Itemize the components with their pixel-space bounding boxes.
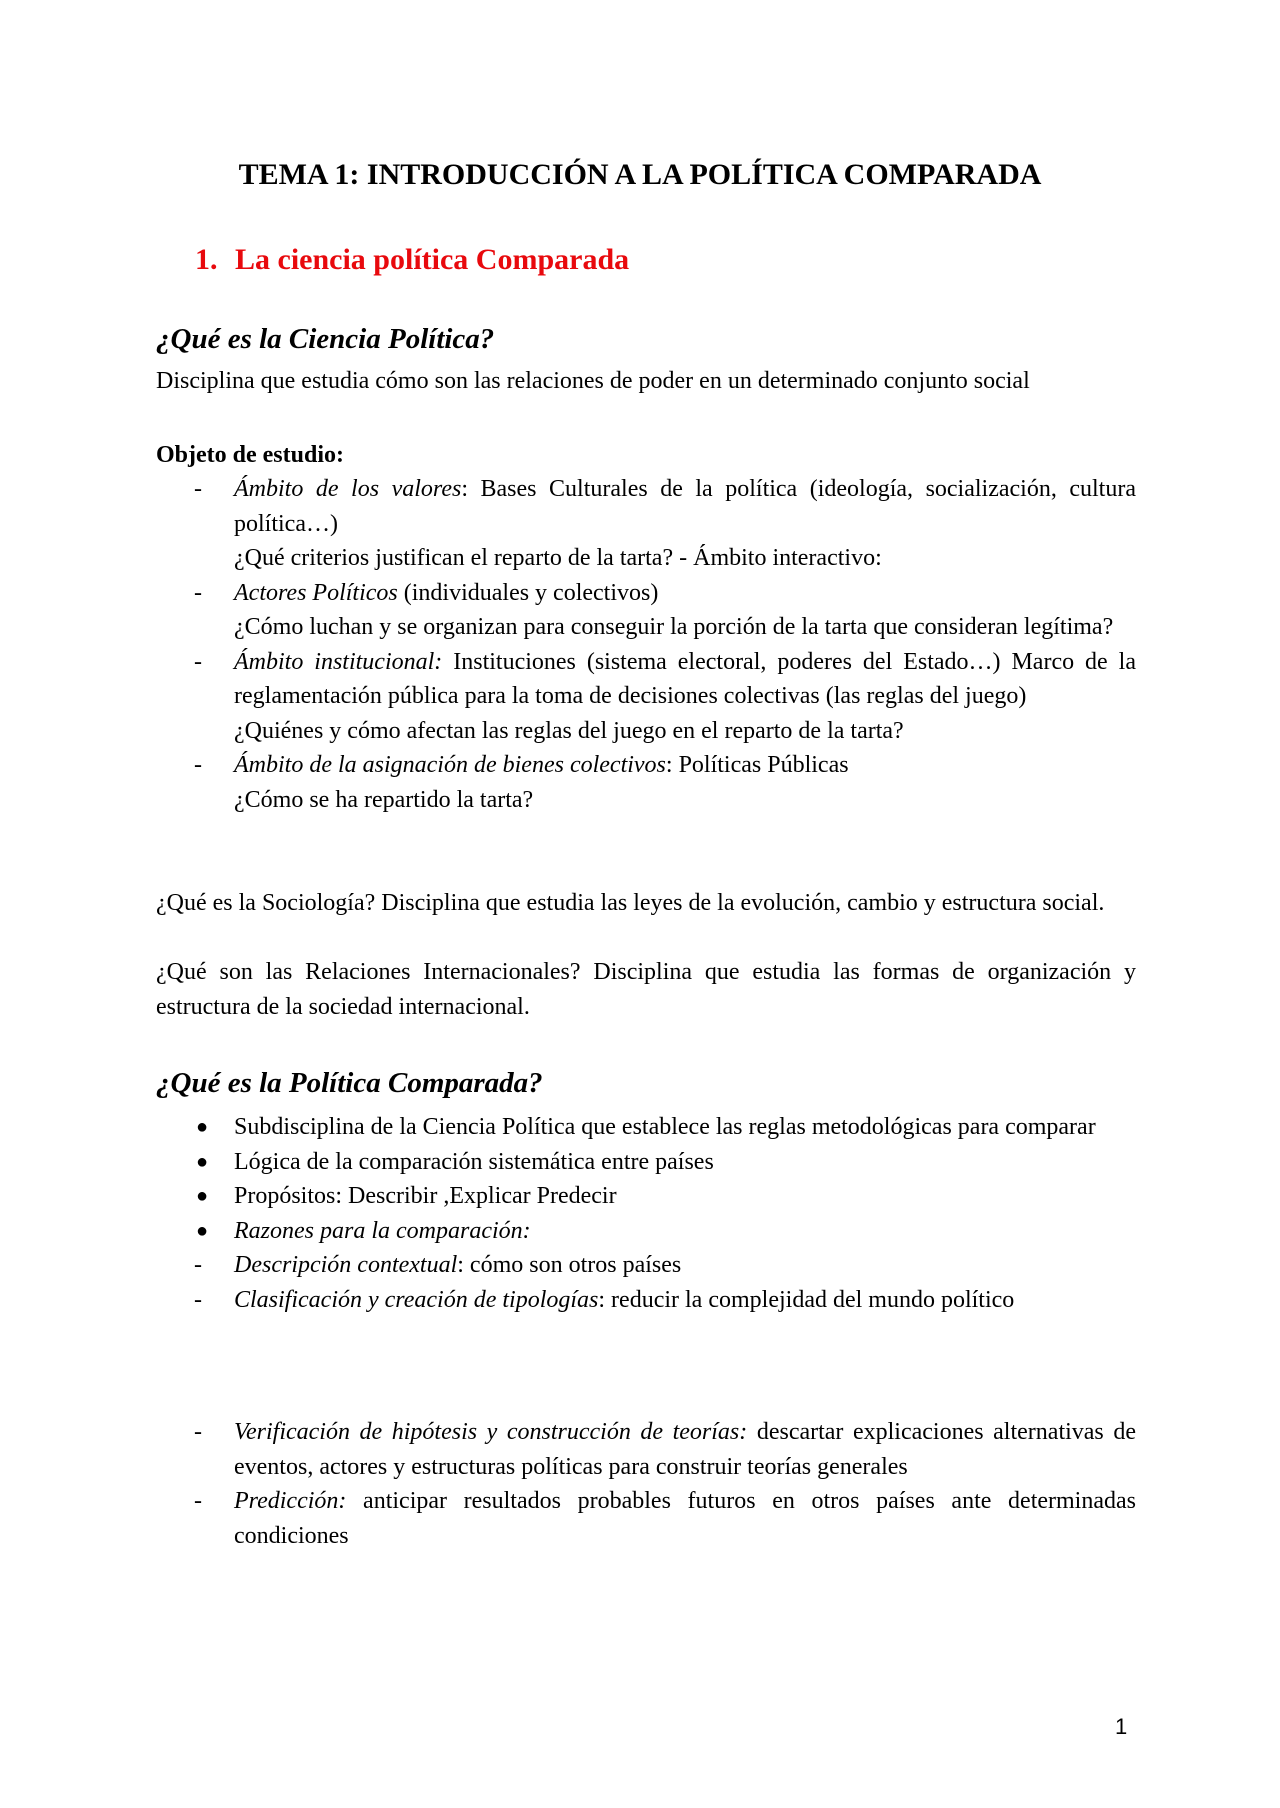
item-text: Subdisciplina de la Ciencia Política que establece las reglas metodológicas para comparar: [234, 1114, 1096, 1140]
bullet-marker: ●: [196, 1116, 209, 1138]
dash-marker: -: [194, 579, 202, 606]
politica-comparada-list-continued: [156, 1415, 1136, 1553]
list-item: [156, 1415, 1136, 1484]
item-text: : reducir la complejidad del mundo político: [598, 1286, 1015, 1313]
item-question: ¿Cómo luchan y se organizan para conseguir la porción de la tarta que consideran legítima?: [234, 614, 1114, 640]
item-text: : Bases Culturales de la política (ideología, socialización, cultura política…): [234, 476, 1136, 537]
section-title: La ciencia política Comparada: [235, 243, 630, 276]
item-term: Ámbito de los valores: [234, 476, 462, 502]
item-question: ¿Quiénes y cómo afectan las reglas del juego en el reparto de la tarta?: [234, 717, 904, 744]
list-item: [156, 645, 1136, 749]
item-term: Verificación de hipótesis y construcción de teorías:: [234, 1419, 748, 1445]
bullet-marker: ●: [196, 1219, 209, 1242]
item-question: ¿Cómo se ha repartido la tarta?: [234, 786, 534, 813]
item-term: Ámbito institucional:: [234, 648, 443, 675]
ciencia-politica-definition: Disciplina que estudia cómo son las relaciones de poder en un determinado conjunto social: [156, 368, 1030, 394]
dash-marker: -: [194, 648, 202, 675]
section-heading: [195, 243, 629, 277]
relaciones-paragraph: ¿Qué son las Relaciones Internacionales? Disciplina que estudia las formas de organización y estructura de la sociedad internacional.: [156, 959, 1136, 1020]
section-number: 1.: [195, 243, 218, 276]
item-text: descartar explicaciones alternativas de eventos, actores y estructuras políticas para construir teorías generales: [234, 1419, 1136, 1480]
dash-marker: -: [194, 1488, 202, 1514]
item-text: : Políticas Públicas: [665, 752, 849, 778]
dash-marker: -: [194, 1252, 202, 1278]
item-text: Instituciones (sistema electoral, poderes del Estado…) Marco de la reglamentación pública para la toma de decisiones colectivas (las reglas del juego): [234, 648, 1136, 709]
dash-marker: -: [194, 752, 202, 778]
list-item: [156, 1248, 1136, 1283]
item-text: : cómo son otros países: [457, 1252, 682, 1278]
item-term: Clasificación y creación de tipologías: [234, 1286, 599, 1313]
list-item: [156, 1283, 1136, 1318]
item-term: Descripción contextual: [234, 1252, 458, 1278]
item-text: (individuales y colectivos): [397, 579, 659, 606]
dash-marker: -: [194, 476, 202, 502]
ciencia-politica-heading: ¿Qué es la Ciencia Política?: [156, 323, 495, 355]
list-item: [156, 576, 1136, 645]
item-text: Propósitos: Describir ,Explicar Predecir: [234, 1183, 617, 1209]
bullet-marker: ●: [196, 1185, 209, 1207]
politica-comparada-heading: ¿Qué es la Política Comparada?: [156, 1067, 543, 1099]
item-term: Ámbito de la asignación de bienes colectivos: [234, 752, 666, 778]
item-term: Predicción:: [234, 1488, 347, 1514]
item-term: Actores Políticos: [234, 579, 398, 606]
item-question: ¿Qué criterios justifican el reparto de la tarta? - Ámbito interactivo:: [234, 545, 882, 571]
item-text: anticipar resultados probables futuros en otros países ante determinadas condiciones: [234, 1488, 1136, 1549]
dash-marker: -: [194, 1286, 202, 1313]
objeto-label: Objeto de estudio:: [156, 442, 344, 468]
bullet-marker: ●: [196, 1150, 209, 1173]
dash-marker: -: [194, 1419, 202, 1445]
list-item: [156, 472, 1136, 576]
objeto-list: [156, 472, 1136, 817]
list-item: [156, 748, 1136, 817]
list-item: [156, 1145, 1136, 1180]
sociologia-paragraph: ¿Qué es la Sociología? Disciplina que estudia las leyes de la evolución, cambio y estructura social.: [156, 890, 1105, 916]
item-term: Razones para la comparación:: [234, 1217, 531, 1244]
list-item: [156, 1179, 1136, 1214]
list-item: [156, 1484, 1136, 1553]
document-title: TEMA 1: INTRODUCCIÓN A LA POLÍTICA COMPARADA: [238, 158, 1042, 191]
page-number: 1: [1115, 1714, 1128, 1739]
list-item: [156, 1110, 1136, 1145]
list-item: [156, 1214, 1136, 1249]
politica-comparada-list: [156, 1110, 1136, 1317]
item-text: Lógica de la comparación sistemática entre países: [234, 1148, 714, 1175]
